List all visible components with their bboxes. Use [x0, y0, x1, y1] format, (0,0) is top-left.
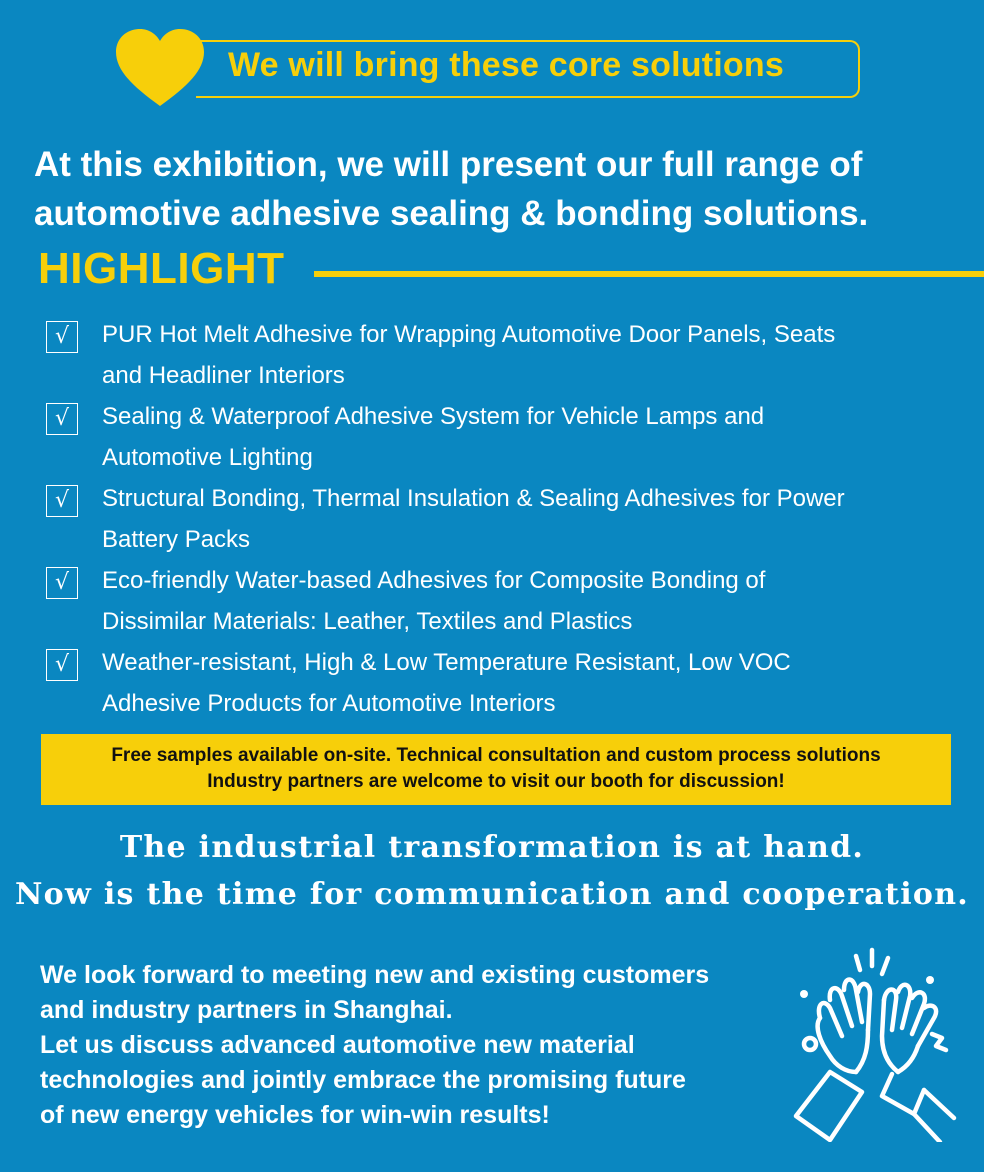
checkbox-icon: √: [46, 321, 78, 353]
notice-line: Industry partners are welcome to visit our booth for discussion!: [207, 771, 785, 792]
item-line: Automotive Lighting: [102, 444, 313, 471]
intro-line: automotive adhesive sealing & bonding solutions.: [34, 194, 869, 233]
checkbox-icon: √: [46, 403, 78, 435]
slogan-line: Now is the time for communication and cooperation.: [14, 877, 970, 912]
slogan-line: The industrial transformation is at hand.: [119, 830, 865, 865]
notice-banner: [41, 734, 951, 805]
item-line: PUR Hot Melt Adhesive for Wrapping Automotive Door Panels, Seats: [102, 321, 836, 348]
highlight-heading: [38, 244, 984, 300]
list-item: [46, 396, 946, 478]
closing-text: [40, 958, 800, 1133]
checkbox-icon: √: [46, 567, 78, 599]
checkbox-icon: √: [46, 649, 78, 681]
list-item: [46, 560, 946, 642]
heart-icon: [112, 26, 208, 110]
item-line: Eco-friendly Water-based Adhesives for Composite Bonding of: [102, 567, 766, 594]
highlight-list: [46, 314, 946, 724]
closing-line: We look forward to meeting new and existing customers: [40, 961, 710, 989]
closing-line: Let us discuss advanced automotive new material: [40, 1031, 635, 1059]
item-line: Sealing & Waterproof Adhesive System for Vehicle Lamps and: [102, 403, 765, 430]
high-five-icon: [790, 946, 970, 1142]
highlight-title: HIGHLIGHT: [38, 244, 285, 293]
list-item: [46, 314, 946, 396]
closing-line: of new energy vehicles for win-win results!: [40, 1101, 550, 1129]
header-banner: [112, 26, 872, 110]
item-line: Adhesive Products for Automotive Interiors: [102, 690, 556, 717]
list-item: [46, 478, 946, 560]
header-title: We will bring these core solutions: [228, 46, 784, 84]
highlight-divider: [314, 271, 984, 277]
item-line: and Headliner Interiors: [102, 362, 345, 389]
intro-text: [34, 140, 964, 238]
notice-line: Free samples available on-site. Technical consultation and custom process solutions: [111, 745, 881, 766]
item-line: Dissimilar Materials: Leather, Textiles and Plastics: [102, 608, 633, 635]
item-line: Battery Packs: [102, 526, 251, 553]
slogan: [0, 824, 984, 918]
checkbox-icon: √: [46, 485, 78, 517]
item-line: Structural Bonding, Thermal Insulation & Sealing Adhesives for Power: [102, 485, 845, 512]
closing-line: technologies and jointly embrace the promising future: [40, 1066, 686, 1094]
item-line: Weather-resistant, High & Low Temperature Resistant, Low VOC: [102, 649, 791, 676]
list-item: [46, 642, 946, 724]
closing-line: and industry partners in Shanghai.: [40, 996, 453, 1024]
intro-line: At this exhibition, we will present our full range of: [34, 145, 863, 184]
